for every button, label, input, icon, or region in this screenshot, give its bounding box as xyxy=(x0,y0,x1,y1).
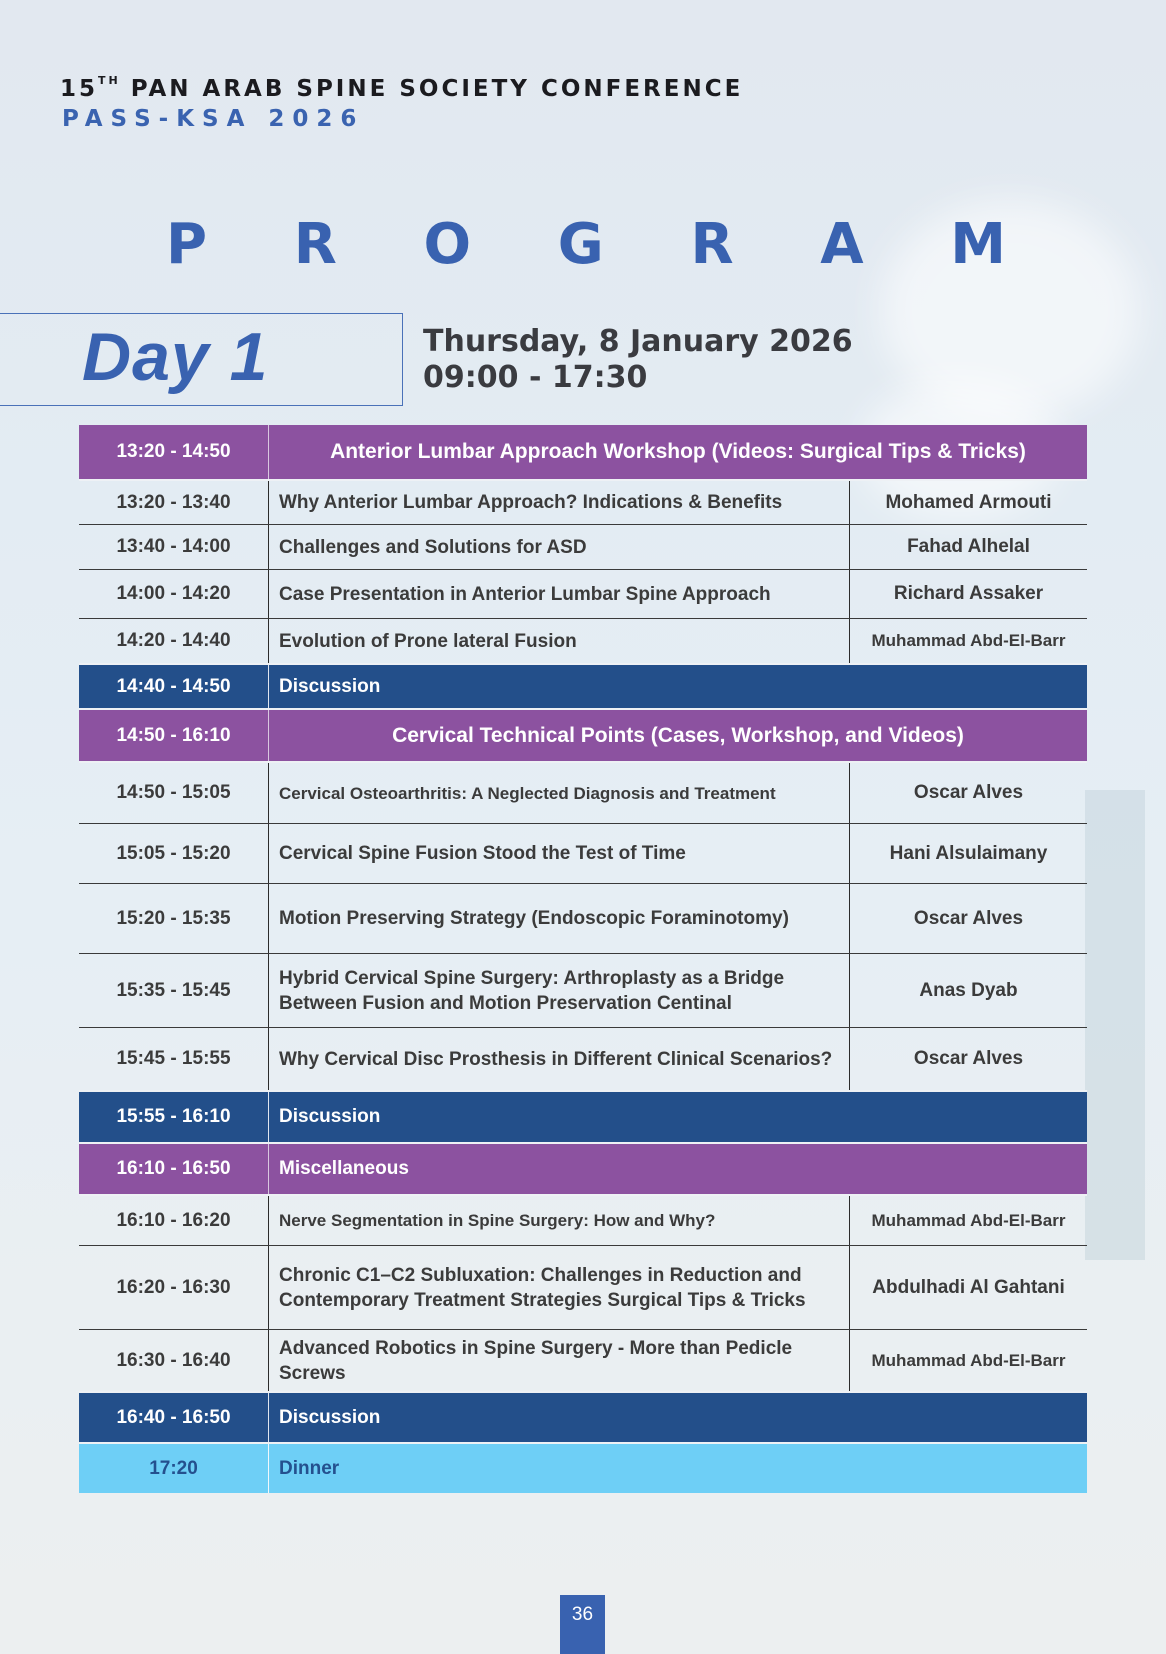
time-cell: 14:50 - 15:05 xyxy=(79,763,269,823)
time-cell: 15:45 - 15:55 xyxy=(79,1028,269,1090)
time-cell: 14:00 - 14:20 xyxy=(79,570,269,618)
conference-name: PAN ARAB SPINE SOCIETY CONFERENCE xyxy=(130,76,744,102)
speaker-name: Muhammad Abd-El-Barr xyxy=(871,1350,1066,1370)
speaker-name: Oscar Alves xyxy=(913,782,1024,803)
time-cell: 13:20 - 13:40 xyxy=(79,481,269,524)
dinner-row xyxy=(79,1442,1087,1493)
speaker-name: Oscar Alves xyxy=(913,907,1024,929)
talk-title: Evolution of Prone lateral Fusion xyxy=(269,619,850,663)
program-letter: R xyxy=(293,212,337,277)
time-cell: 13:40 - 14:00 xyxy=(79,525,269,569)
table-row xyxy=(79,954,1087,1028)
section-title: Cervical Technical Points (Cases, Workshop, and Videos) xyxy=(392,723,964,747)
time-cell: 15:55 - 16:10 xyxy=(79,1092,269,1142)
section-header-row xyxy=(79,708,1087,761)
talk-title: Advanced Robotics in Spine Surgery - More than Pedicle Screws xyxy=(269,1330,850,1391)
program-letter: R xyxy=(690,212,734,277)
section-header-row xyxy=(79,425,1087,479)
speaker-name: Hani Alsulaimany xyxy=(889,842,1048,864)
table-row xyxy=(79,1194,1087,1246)
table-row xyxy=(79,1028,1087,1090)
time-cell: 16:30 - 16:40 xyxy=(79,1330,269,1391)
discussion-row xyxy=(79,1391,1087,1442)
discussion-label: Discussion xyxy=(279,675,381,697)
speaker-name: Richard Assaker xyxy=(893,583,1044,604)
discussion-label: Discussion xyxy=(279,1106,381,1127)
time-cell: 15:35 - 15:45 xyxy=(79,954,269,1027)
schedule-table xyxy=(79,425,1087,1493)
time-cell: 14:50 - 16:10 xyxy=(79,710,269,761)
talk-title: Motion Preserving Strategy (Endoscopic Foraminotomy) xyxy=(269,884,850,953)
talk-title: Why Cervical Disc Prosthesis in Different Clinical Scenarios? xyxy=(269,1028,850,1090)
day-date: Thursday, 8 January 2026 xyxy=(423,324,853,359)
time-cell: 13:20 - 14:50 xyxy=(79,425,269,479)
section-title: Anterior Lumbar Approach Workshop (Videos: Surgical Tips & Tricks) xyxy=(330,440,1026,463)
table-row xyxy=(79,761,1087,824)
talk-title: Cervical Osteoarthritis: A Neglected Diagnosis and Treatment xyxy=(269,763,850,823)
time-cell: 17:20 xyxy=(79,1444,269,1493)
background-skyline xyxy=(1085,790,1145,1260)
section-title: Miscellaneous xyxy=(279,1158,409,1179)
table-row xyxy=(79,570,1087,619)
day-label: Day 1 xyxy=(82,319,269,395)
table-row xyxy=(79,884,1087,954)
discussion-row xyxy=(79,1090,1087,1142)
page-number: 36 xyxy=(560,1595,605,1654)
time-cell: 15:20 - 15:35 xyxy=(79,884,269,953)
edition-number: 15 xyxy=(60,76,99,102)
table-row xyxy=(79,1246,1087,1330)
talk-title: Case Presentation in Anterior Lumbar Spine Approach xyxy=(269,570,850,618)
conference-title xyxy=(60,76,743,102)
section-header-row xyxy=(79,1142,1087,1194)
time-cell: 16:10 - 16:50 xyxy=(79,1144,269,1194)
program-letter: G xyxy=(557,212,604,277)
speaker-name: Oscar Alves xyxy=(913,1048,1024,1069)
table-row xyxy=(79,619,1087,663)
speaker-name: Muhammad Abd-El-Barr xyxy=(871,1210,1066,1230)
program-letter: O xyxy=(423,212,472,277)
program-letter: A xyxy=(820,212,864,277)
time-cell: 14:40 - 14:50 xyxy=(79,665,269,708)
time-cell: 14:20 - 14:40 xyxy=(79,619,269,663)
talk-title: Cervical Spine Fusion Stood the Test of Time xyxy=(269,824,850,883)
program-letter: M xyxy=(950,212,1006,277)
talk-title: Chronic C1–C2 Subluxation: Challenges in Reduction and Contemporary Treatment Strategies Surgical Tips & Tricks xyxy=(269,1246,850,1329)
speaker-name: Muhammad Abd-El-Barr xyxy=(871,631,1066,650)
speaker-name: Fahad Alhelal xyxy=(907,536,1030,557)
time-cell: 16:40 - 16:50 xyxy=(79,1393,269,1442)
table-row xyxy=(79,824,1087,884)
table-row xyxy=(79,479,1087,525)
talk-title: Nerve Segmentation in Spine Surgery: How and Why? xyxy=(269,1196,850,1245)
edition-suffix: TH xyxy=(98,74,121,87)
conference-subtitle: PASS-KSA 2026 xyxy=(62,106,365,132)
speaker-name: Mohamed Armouti xyxy=(885,491,1052,513)
time-cell: 15:05 - 15:20 xyxy=(79,824,269,883)
talk-title: Why Anterior Lumbar Approach? Indications & Benefits xyxy=(269,481,850,524)
program-letter: P xyxy=(166,212,208,277)
talk-title: Challenges and Solutions for ASD xyxy=(269,525,850,569)
time-cell: 16:20 - 16:30 xyxy=(79,1246,269,1329)
discussion-label: Discussion xyxy=(279,1406,381,1428)
time-cell: 16:10 - 16:20 xyxy=(79,1196,269,1245)
dinner-label: Dinner xyxy=(279,1457,340,1479)
talk-title: Hybrid Cervical Spine Surgery: Arthroplasty as a Bridge Between Fusion and Motion Preservation Centinal xyxy=(269,954,850,1027)
table-row xyxy=(79,525,1087,570)
program-heading xyxy=(166,212,1006,277)
discussion-row xyxy=(79,663,1087,708)
table-row xyxy=(79,1330,1087,1391)
speaker-name: Anas Dyab xyxy=(919,979,1018,1001)
day-hours: 09:00 - 17:30 xyxy=(423,360,648,395)
speaker-name: Abdulhadi Al Gahtani xyxy=(872,1276,1065,1298)
